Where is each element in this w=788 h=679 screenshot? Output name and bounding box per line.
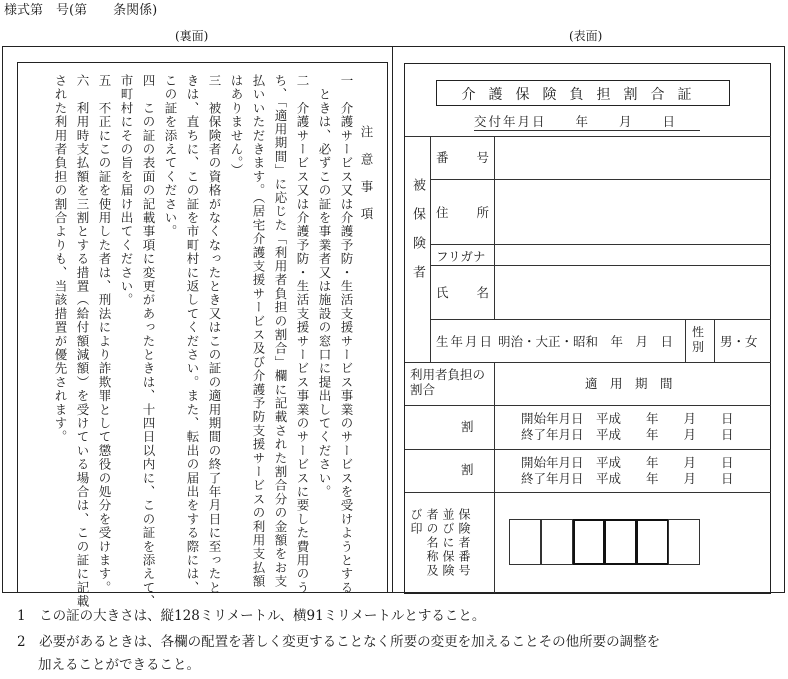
note-line: はありません。）	[229, 74, 244, 178]
note-line: された利用者負担の割合よりも、当該措置が優先されます。	[53, 74, 68, 444]
birth-label: 生年月日	[436, 334, 495, 349]
footer-note-2: 2 必要があるときは、各欄の配置を著しく変更することなく所要の変更を加えることその他所要の調整を	[17, 634, 661, 650]
ratio-2-end: 終了年月日 平成 年 月 日	[521, 471, 734, 486]
ratio-1-start: 開始年月日 平成 年 月 日	[521, 411, 734, 426]
insurer-number-box	[541, 519, 573, 565]
footer-note-1: 1 この証の大きさは、縦128ミリメートル、横91ミリメートルとすること。	[17, 608, 486, 624]
sex-label: 性別	[692, 325, 705, 354]
center-divider	[392, 46, 393, 593]
address-label: 住 所	[436, 205, 491, 220]
issue-date-underline	[474, 130, 700, 131]
insurer-number-box	[636, 519, 669, 565]
insurer-number-box	[509, 519, 541, 565]
certificate-title: 介護保険負担割合証	[461, 87, 705, 103]
ratio-label: 利用者負担の割合	[410, 367, 486, 397]
note-line: 一 介護サービス又は介護予防・生活支援サービス事業のサービスを受けようとする	[339, 74, 354, 595]
sex-value: 男・女	[720, 334, 758, 349]
ratio-2-unit: 割	[461, 462, 474, 477]
insured-label: 被保険者	[410, 178, 425, 294]
ratio-1-unit: 割	[461, 419, 474, 434]
note-line: 六 利用時支払額を三割とする措置（給付額減額）を受けている場合は、この証に記載	[75, 74, 90, 609]
note-line: ち、「適用期間」に応じた「利用者負担の割合」欄に記載された割合分の金額をお支	[273, 74, 288, 589]
birth-value: 明治・大正・昭和 年 月 日	[498, 334, 674, 349]
note-line: きは、直ちに、この証を市町村に返してください。また、転出の届出をする際には、	[185, 74, 200, 595]
note-line: 五 不正にこの証を使用した者は、刑法により詐欺罪として懲役の処分を受けます。	[97, 74, 112, 595]
period-label: 適 用 期 間	[585, 376, 673, 391]
note-line: 二 介護サービス又は介護予防・生活支援サービス事業のサービスに要した費用のう	[295, 74, 310, 595]
note-line: 四 この証の表面の記載事項に変更があったときは、十四日以内に、この証を添えて、	[141, 74, 156, 609]
note-line: この証を添えてください。	[163, 74, 178, 239]
notes-title: 注 意 事 項	[359, 125, 374, 221]
note-line: 払いいただきます。（居宅介護支援サービス及び介護予防支援サービスの利用支払額	[251, 74, 266, 589]
form-number-header: 様式第 号(第 条関係)	[4, 3, 158, 18]
insurer-number-box	[604, 519, 637, 565]
note-line: 三 被保険者の資格がなくなったとき又はこの証の適用期間の終了年月日に至ったと	[207, 74, 222, 595]
ratio-1-end: 終了年月日 平成 年 月 日	[521, 427, 734, 442]
note-line: 市町村にその旨を届け出てください。	[119, 74, 134, 307]
back-side-label: (裏面)	[175, 29, 209, 43]
insurer-number-box	[668, 519, 700, 565]
footer-note-2-cont: 加えることができること。	[38, 657, 200, 673]
issue-date: 交付年月日 年 月 日	[474, 114, 678, 129]
note-line: ときは、必ずこの証を事業者又は施設の窓口に提出してください。	[317, 74, 332, 499]
name-label: 氏 名	[436, 285, 491, 300]
ratio-2-start: 開始年月日 平成 年 月 日	[521, 455, 734, 470]
insurer-label: 保険者番号並びに保険者の名称及び印	[409, 508, 471, 578]
insurer-number-box	[573, 519, 605, 565]
number-label: 番 号	[436, 150, 491, 165]
front-side-label: (表面)	[569, 29, 603, 43]
furigana-label: フリガナ	[436, 249, 486, 264]
